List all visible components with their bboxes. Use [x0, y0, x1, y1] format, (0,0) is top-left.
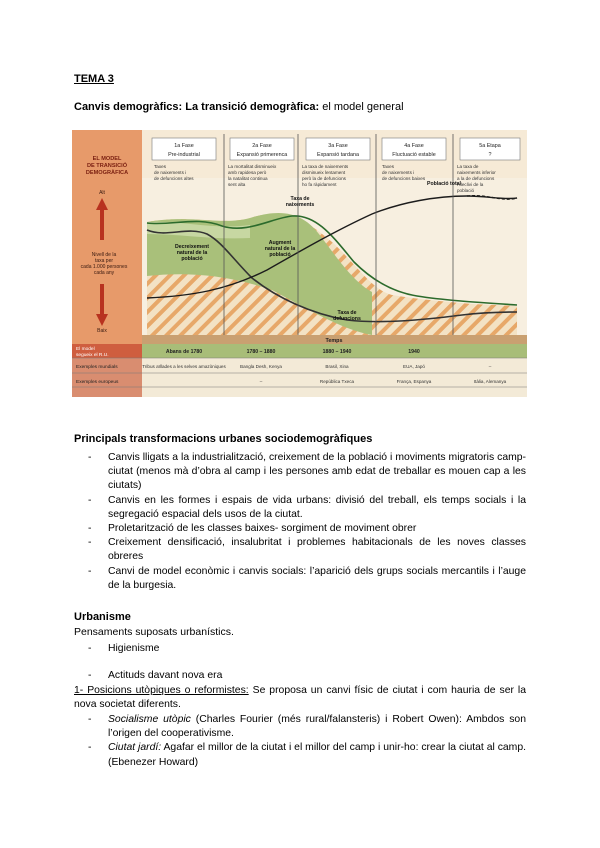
posicions-label: 1- Posicions utòpiques o reformistes: — [74, 685, 249, 696]
side-mid-1: taxa per — [94, 258, 114, 264]
side-bottom-label: Baix — [97, 328, 107, 334]
socialisme-term: Socialisme utòpic — [108, 714, 191, 725]
phase-5-desc-4: població — [457, 188, 475, 193]
figure-caption — [74, 101, 404, 113]
row-model-label-1: segueix el R.U. — [76, 353, 109, 358]
section-title-urbanisme: Urbanisme — [74, 611, 131, 623]
caption-normal: el model general — [319, 101, 404, 113]
transformations-list — [108, 451, 526, 593]
row-model-cell-4: 1940 — [408, 349, 420, 355]
posicions-text: Se proposa un canvi físic de ciutat i com hauria de ser la nova societat diferents. — [74, 685, 526, 711]
list-item: - Actituds davant nova era — [108, 669, 526, 683]
phase-3-desc-1: disminueix lentament — [302, 170, 346, 175]
urbanisme-list — [108, 642, 526, 683]
examples-label-bg — [72, 358, 142, 397]
list-item: - Canvis en les formes i espais de vida urbans: divisió del treball, els temps socials i la segregació espacial dels usos de la ciutat. — [108, 494, 526, 522]
list-item: - Proletarització de les classes baixes- sorgiment de moviment obrer — [108, 522, 526, 536]
phase-5-desc-3: i declivi de la — [457, 182, 484, 187]
phase-2-title: 2a Fase — [252, 143, 272, 149]
demographic-transition-figure — [72, 130, 527, 397]
row-europe-label: Exemples europeus — [76, 380, 119, 385]
topic-heading: TEMA 3 — [74, 73, 114, 85]
posicions-paragraph — [74, 684, 526, 712]
row-world-cell-4: EUA, Japó — [403, 364, 425, 369]
birth-rate-label-0: Taxa de — [290, 196, 310, 202]
row-world-cell-5: – — [488, 364, 492, 369]
phase-2-desc-3: sent alta — [228, 182, 246, 187]
phase-4-desc-0: Taxes — [382, 164, 394, 169]
phase-5-desc-1: naixements inferior — [457, 170, 496, 175]
side-mid-0: Nivell de la — [91, 252, 117, 258]
row-europe-cell-4: França, Espanya — [396, 379, 432, 384]
phase-2-desc-0: La mortalitat disminueix — [228, 164, 277, 169]
increase-label-1: natural de la — [264, 246, 296, 252]
phase-1-subtitle: Pre-industrial — [168, 152, 200, 158]
phase-1-desc-0: Taxes — [154, 164, 166, 169]
phase-5-desc-0: La taxa de — [457, 164, 479, 169]
list-item — [108, 741, 526, 769]
phase-4-desc-2: de defuncions baixes — [382, 176, 426, 181]
row-world-cell-1: Tribus aïllades a les selves amazòniques — [142, 364, 226, 369]
ciutat-jardi-term: Ciutat jardí: — [108, 742, 162, 754]
decrease-label-2: població — [181, 256, 203, 262]
phase-2-desc-1: amb rapidesa però — [228, 170, 267, 175]
side-top-label: Alt — [99, 190, 105, 196]
caption-bold: Canvis demogràfics: La transició demogràfica: — [74, 101, 320, 113]
phase-3-title: 3a Fase — [328, 143, 348, 149]
phase-1-title: 1a Fase — [174, 143, 194, 149]
section-title-transformations: Principals transformacions urbanes sociodemogràfiques — [74, 433, 373, 445]
phase-3-desc-2: però la de defuncions — [302, 176, 346, 181]
time-label: Temps — [325, 338, 343, 344]
row-world-label: Exemples mundials — [76, 365, 118, 370]
total-population-label: Població total — [426, 181, 462, 187]
phase-5-title: 5a Etapa — [479, 143, 501, 149]
row-model-label-0: El model — [76, 347, 95, 352]
phase-4-desc-1: de naixements i — [382, 170, 415, 175]
death-rate-label-0: Taxa de — [337, 310, 357, 316]
phase-3-desc-0: La taxa de naixements — [302, 164, 349, 169]
row-world-cell-2: Bangla Desh, Kenya — [240, 364, 282, 369]
row-europe-cell-2: – — [259, 379, 263, 384]
increase-label-0: Augment — [268, 240, 292, 246]
phase-1-desc-2: de defuncions altes — [154, 176, 194, 181]
phase-1-desc-1: de naixements i — [154, 170, 187, 175]
side-title-0: EL MODEL — [92, 156, 122, 162]
posicions-list — [108, 713, 526, 770]
list-item: - Higienisme — [108, 642, 526, 656]
urbanisme-intro: Pensaments suposats urbanístics. — [74, 626, 234, 638]
phase-3-desc-3: ho fa ràpidament — [302, 182, 337, 187]
phase-4-title: 4a Fase — [404, 143, 424, 149]
increase-label-2: població — [269, 252, 291, 258]
list-item: - Canvi de model econòmic i canvis socials: l’aparició dels grups socials mercantils i l’auge de la burgesia. — [108, 565, 526, 593]
phase-5-desc-2: a la de defuncions — [457, 176, 495, 181]
phase-4-subtitle: Fluctuació estable — [392, 152, 436, 158]
row-europe-cell-3: República Txeca — [319, 379, 355, 384]
ciutat-jardi-text: Agafar el millor de la ciutat i el millor del camp i unir-ho: crear la ciutat al camp. (Ebenezer Howard) — [108, 742, 526, 768]
phase-3-subtitle: Expansió tardana — [317, 152, 359, 158]
side-mid-2: cada 1.000 persones — [80, 264, 128, 270]
birth-rate-label-1: naixements — [285, 202, 315, 208]
row-model-cell-1: Abans de 1780 — [165, 349, 203, 355]
list-item — [108, 713, 526, 741]
socialisme-text: (Charles Fourier (més rural/falansteris) i Robert Owen): Ambdos son l’origen del cooperativisme. — [108, 714, 526, 740]
list-item: - Canvis lligats a la industrialització, creixement de la població i moviments migratoris camp-ciutat (menos mà d’obra al camp i les persones amb edat de treballar es mouen cap a les ciutats) — [108, 451, 526, 494]
row-world-cell-3: Brasil, Xina — [325, 364, 349, 369]
row-model-cell-3: 1880 – 1940 — [322, 349, 352, 355]
list-item: - Creixement densificació, insalubritat i problemes habitacionals de les noves classes obreres — [108, 536, 526, 564]
side-title-2: DEMOGRÀFICA — [85, 170, 129, 176]
phase-5-subtitle: ? — [488, 152, 492, 158]
row-model-cell-2: 1780 – 1880 — [246, 349, 276, 355]
decrease-label-1: natural de la — [176, 250, 208, 256]
side-title-1: DE TRANSICIÓ — [86, 163, 128, 169]
phase-2-desc-2: la natalitat continua — [228, 176, 268, 181]
decrease-label-0: Decreixement — [174, 244, 210, 250]
row-europe-cell-5: Itàlia, Alemanya — [473, 379, 507, 384]
death-rate-label-1: defuncions — [333, 316, 361, 322]
side-mid-3: cada any — [93, 270, 115, 276]
phase-2-subtitle: Expansió primerenca — [236, 152, 288, 158]
